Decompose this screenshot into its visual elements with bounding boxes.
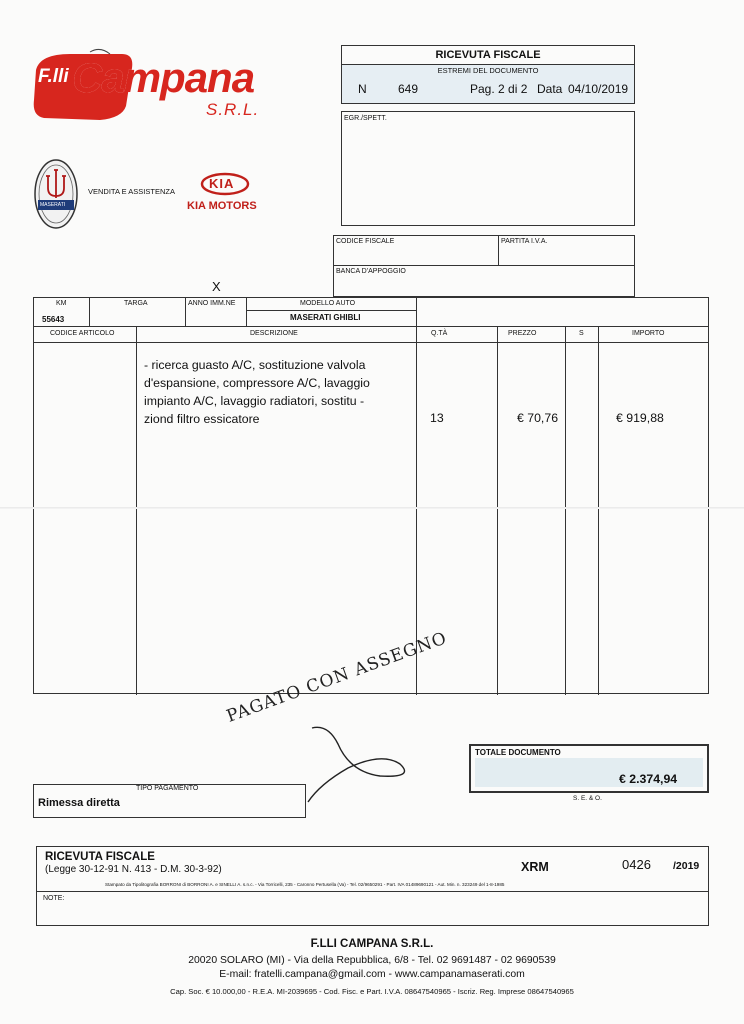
recipient-label: EGR./SPETT.: [344, 115, 387, 122]
total-box: [469, 744, 709, 793]
item-amount: € 919,88: [616, 411, 664, 425]
payment-type-label: TIPO PAGAMENTO: [136, 785, 199, 792]
footer-receipt-title: RICEVUTA FISCALE: [45, 851, 155, 863]
total-value: € 2.374,94: [619, 772, 678, 786]
item-description-line: impianto A/C, lavaggio radiatori, sostitu -: [144, 394, 365, 408]
maserati-trident-icon: [33, 158, 79, 230]
model-value: MASERATI GHIBLI: [290, 313, 361, 322]
vat-label: PARTITA I.V.A.: [501, 238, 548, 245]
kia-motors-label: KIA MOTORS: [187, 200, 257, 212]
item-description: [144, 356, 414, 428]
item-description-line: - ricerca guasto A/C, sostituzione valvola: [144, 358, 366, 372]
paper-fold: [0, 507, 744, 509]
col-price-header: PREZZO: [508, 330, 537, 337]
payment-type-box: [33, 784, 306, 818]
handwritten-note-text: PAGATO CON ASSEGNO: [224, 628, 450, 727]
col-s-header: S: [579, 330, 584, 337]
receipt-header-box: [341, 45, 635, 104]
km-label: KM: [56, 300, 67, 307]
checkbox-mark: X: [212, 279, 221, 294]
receipt-date: 04/10/2019: [568, 82, 629, 96]
footer-year: /2019: [673, 860, 700, 872]
company-footer-contacts: E-mail: fratelli.campana@gmail.com - www.campanamaserati.com: [219, 969, 525, 980]
maserati-logo-text: MASERATI: [40, 202, 66, 208]
col-description-header: DESCRIZIONE: [250, 330, 298, 337]
company-logo: [30, 48, 270, 123]
item-description-line: d'espansione, compressore A/C, lavaggio: [144, 376, 370, 390]
payment-type-value: Rimessa diretta: [38, 797, 120, 809]
tax-box: [333, 235, 635, 297]
plate-label: TARGA: [124, 300, 148, 307]
registration-year-label: ANNO IMM.NE: [188, 300, 236, 307]
items-table: [33, 297, 709, 694]
col-code-header: CODICE ARTICOLO: [50, 330, 115, 337]
logo-name: Campana: [72, 54, 255, 101]
logo-suffix: S.R.L.: [206, 100, 260, 119]
col-qty-header: Q.TÀ: [431, 330, 448, 337]
date-label: Data: [537, 82, 563, 96]
logo-prefix: F.lli: [38, 66, 69, 87]
page-info: Pag. 2 di 2: [470, 82, 528, 96]
model-label: MODELLO AUTO: [300, 300, 356, 307]
number-label: N: [358, 82, 367, 96]
maserati-logo: [33, 158, 79, 230]
col-amount-header: IMPORTO: [632, 330, 665, 337]
km-value: 55643: [42, 315, 65, 324]
footer-number: 0426: [622, 857, 651, 872]
footer-series: XRM: [521, 860, 549, 874]
company-footer-name: F.LLI CAMPANA S.R.L.: [310, 938, 434, 950]
fiscal-receipt-box: [36, 846, 709, 926]
total-label: TOTALE DOCUMENTO: [475, 748, 561, 757]
recipient-box: [341, 111, 635, 226]
sales-service-label: VENDITA E ASSISTENZA: [88, 187, 175, 196]
receipt-number: 649: [398, 82, 419, 96]
tax-code-label: CODICE FISCALE: [336, 238, 395, 245]
item-description-line: ziond filtro essicatore: [144, 412, 260, 426]
company-footer-legal: Cap. Soc. € 10.000,00 - R.E.A. MI-2039695 - Cod. Fisc. e Part. I.V.A. 08647540965 - Iscriz. Reg. Imprese 08647540965: [170, 987, 574, 996]
bank-label: BANCA D'APPOGGIO: [336, 268, 406, 275]
errors-omissions: S. E. & O.: [573, 795, 602, 802]
item-price: € 70,76: [517, 411, 559, 425]
table-row: [34, 356, 708, 436]
footer-law: (Legge 30-12-91 N. 413 - D.M. 30-3-92): [45, 864, 222, 875]
doc-details-label: ESTREMI DEL DOCUMENTO: [437, 66, 539, 75]
notes-label: NOTE:: [43, 895, 65, 902]
kia-logo: [200, 172, 250, 196]
printer-info: Stampato da Tipolitografia BORRONI di BORRONI A. e SINELLI A. s.n.c. - Via Torricelli, 235 - Caronno Pertusella (Va) - Tel. 02/9650291 - Part. IVA 01489690121 - Aut. Min. n. 323249 del 1-8-1985: [105, 882, 505, 887]
receipt-title: RICEVUTA FISCALE: [435, 49, 541, 61]
company-footer-address: 20020 SOLARO (MI) - Via della Repubblica, 6/8 - Tel. 02 9691487 - 02 9690539: [188, 955, 556, 966]
item-qty: 13: [430, 411, 444, 425]
kia-logo-text: KIA: [209, 176, 235, 191]
